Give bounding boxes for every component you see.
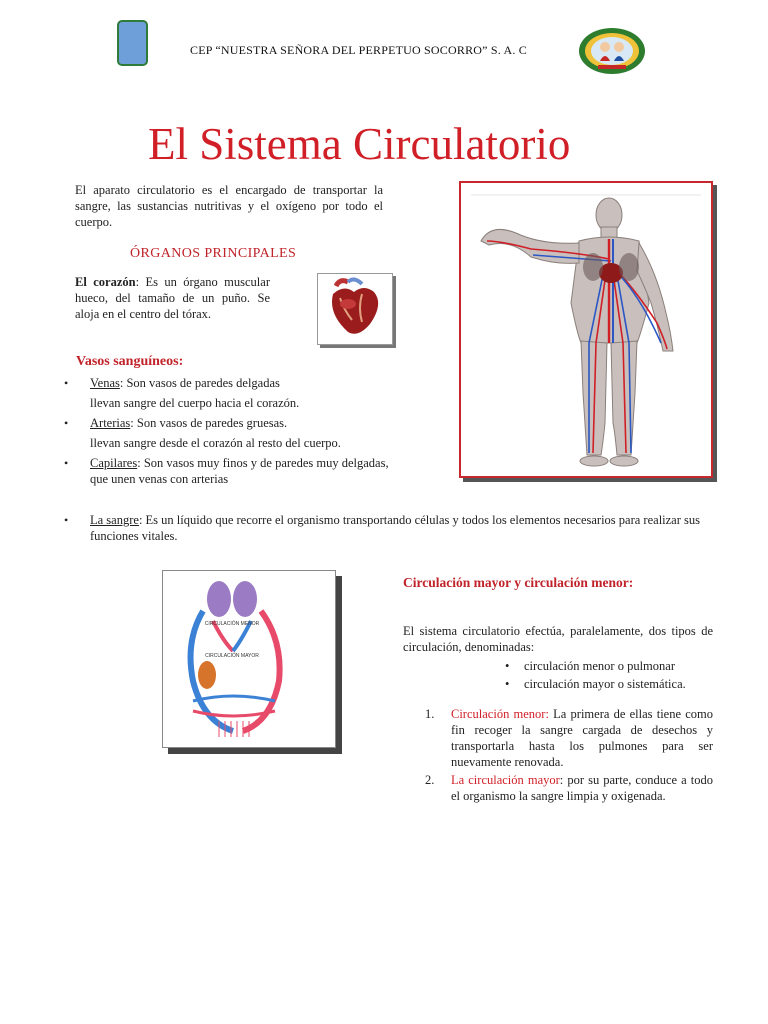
vasos-list — [64, 375, 394, 491]
human-body-icon — [461, 183, 711, 476]
circulacion-types-list — [500, 657, 686, 693]
list-item-sub: llevan sangre desde el corazón al resto del cuerpo. — [90, 436, 341, 450]
list-item: • Arterias: Son vasos de paredes gruesas. — [64, 415, 394, 431]
school-logo-icon — [578, 27, 646, 75]
circulation-diagram-image — [162, 570, 336, 748]
human-body-circulatory-image — [459, 181, 713, 478]
circulation-diagram-icon — [163, 571, 335, 747]
school-name: CEP “NUESTRA SEÑORA DEL PERPETUO SOCORRO” S. A. C — [190, 43, 527, 57]
heart-icon — [318, 274, 392, 344]
blue-badge-shape — [117, 20, 148, 66]
list-item: • circulación menor o pulmonar — [500, 657, 686, 675]
numbered-item: 1. Circulación menor: La primera de ellas tiene como fin recoger la sangre cargada de desechos y transportarla hasta los pulmones para ser nuevamente renovada. — [425, 707, 713, 769]
circulacion-mayor-label: CIRCULACIÓN MAYOR — [205, 653, 259, 659]
intro-paragraph: El aparato circulatorio es el encargado de transportar la sangre, las sustancias nutritivas y el oxígeno por todo el cuerpo. — [75, 183, 383, 229]
circulacion-heading: Circulación mayor y circulación menor: — [403, 575, 634, 590]
list-item: • Venas: Son vasos de paredes delgadas — [64, 375, 394, 391]
circulacion-paragraph: El sistema circulatorio efectúa, paralelamente, dos tipos de circulación, denominadas: — [403, 624, 713, 654]
numbered-item: 2. La circulación mayor: por su parte, conduce a todo el organismo la sangre limpia y oxigenada. — [425, 773, 713, 803]
corazon-text: : Es un órgano muscular hueco, del tamaño de un puño. Se aloja en el centro del tórax. — [75, 275, 270, 321]
circulacion-menor-label: CIRCULACIÓN MENOR — [204, 621, 260, 627]
list-item: • circulación mayor o sistemática. — [500, 675, 686, 693]
page-title: El Sistema Circulatorio — [148, 119, 571, 169]
corazon-term: El corazón — [75, 275, 136, 289]
sangre-item: • La sangre: Es un líquido que recorre el organismo transportando células y todos los elementos necesarios para realizar sus funciones vitales. — [64, 512, 744, 548]
heart-image — [317, 273, 393, 345]
organos-heading: ÓRGANOS PRINCIPALES — [130, 246, 297, 261]
circulacion-numbered-list — [425, 706, 713, 806]
corazon-paragraph — [75, 274, 270, 322]
list-item-sub: llevan sangre del cuerpo hacia el corazón. — [90, 396, 300, 410]
list-item: • Capilares: Son vasos muy finos y de paredes muy delgadas, que unen venas con arterias — [64, 455, 394, 487]
vasos-heading: Vasos sanguíneos: — [76, 354, 184, 369]
